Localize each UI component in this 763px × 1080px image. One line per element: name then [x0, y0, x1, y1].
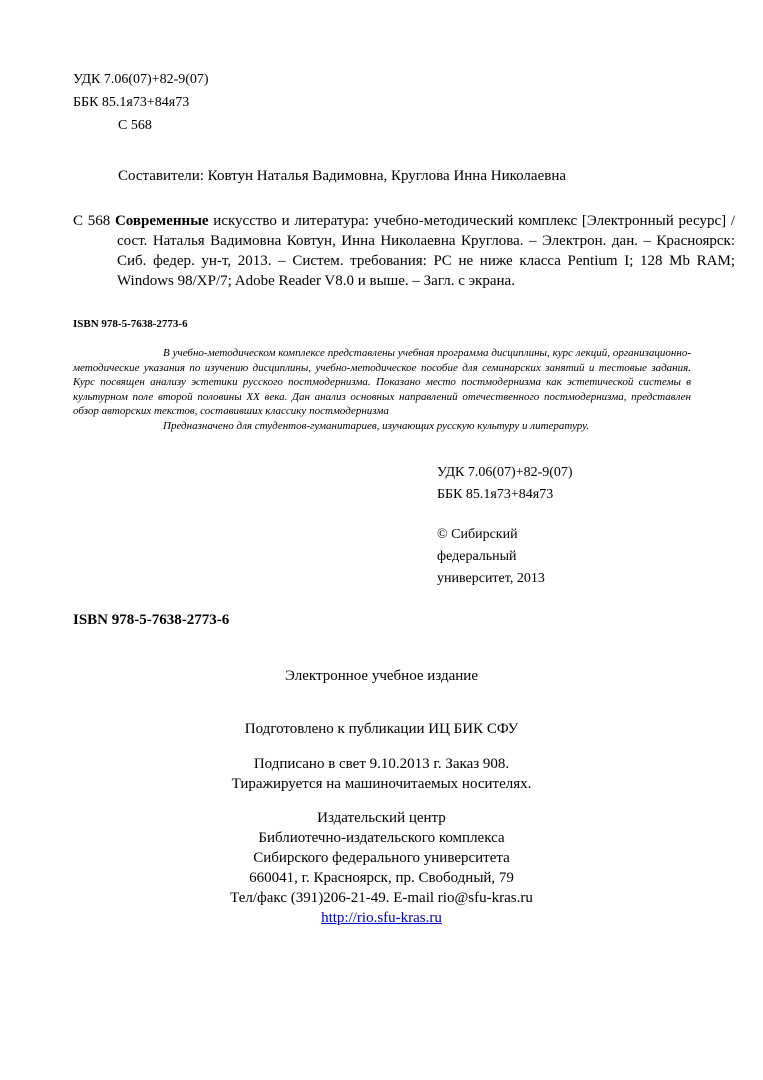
compilers-line: Составители: Ковтун Наталья Вадимовна, Круглова Инна Николаевна	[118, 168, 567, 184]
annotation-purpose: Предназначено для студентов-гуманитариев, изучающих русскую культуру и литературу.	[163, 419, 590, 432]
publisher-contacts: Тел/факс (391)206-21-49. E-mail rio@sfu-kras.ru	[230, 890, 533, 906]
publisher-line-3: Сибирского федерального университета	[253, 850, 510, 866]
bibliographic-record	[73, 211, 735, 291]
publisher-line-1: Издательский центр	[317, 810, 446, 826]
publisher-address: 660041, г. Красноярск, пр. Свободный, 79	[249, 870, 514, 886]
udk-code: УДК 7.06(07)+82-9(07)	[73, 72, 209, 87]
author-mark: С 568	[118, 118, 152, 133]
bib-description: искусство и литература: учебно-методический комплекс [Электронный ресурс] / сост. Наталья Вадимовна Ковтун, Инна Николаевна Круглова. – Электрон. дан. – Красноярск: Сиб. федер. ун-т, 2013. – Систем. требования: PC не ниже класса Pentium I; 128 Mb RAM; Windows 98/XP/7; Adobe Reader V8.0 и выше. – Загл. с экрана.	[117, 213, 735, 289]
publisher-line-2: Библиотечно-издательского комплекса	[258, 830, 505, 846]
copyright-line-2: федеральный	[437, 549, 517, 564]
bib-code: С 568	[73, 213, 115, 229]
replication-info: Тиражируется на машиночитаемых носителях.	[231, 776, 532, 792]
annotation-text: В учебно-методическом комплексе представлены учебная программа дисциплины, курс лекций, организационно-методические указания по изучению дисциплины, учебно-методическое пособие для семинарских занятий и тестовые задания. Курс посвящен анализу эстетики русского постмодернизма. Показано место постмодернизма как эстетической системы в культурном поле второй половины XX века. Дан анализ основных направлений отечественного постмодернизма, представлен обзор авторских текстов, составивших классику постмодернизма	[73, 347, 691, 417]
bbk-code-right: ББК 85.1я73+84я73	[437, 487, 554, 502]
bbk-code: ББК 85.1я73+84я73	[73, 95, 190, 110]
prepared-by: Подготовлено к публикации ИЦ БИК СФУ	[244, 721, 519, 737]
signed-info: Подписано в свет 9.10.2013 г. Заказ 908.	[253, 756, 510, 772]
copyright-line-1: © Сибирский	[437, 527, 518, 542]
copyright-line-3: университет, 2013	[437, 571, 545, 586]
annotation	[73, 346, 691, 433]
bib-title-bold: Современные	[114, 213, 209, 229]
publisher-website-link[interactable]: http://rio.sfu-kras.ru	[321, 910, 442, 926]
edition-type: Электронное учебное издание	[285, 668, 478, 684]
udk-code-right: УДК 7.06(07)+82-9(07)	[437, 465, 573, 480]
isbn-small: ISBN 978-5-7638-2773-6	[73, 318, 188, 330]
isbn-big: ISBN 978-5-7638-2773-6	[73, 612, 230, 628]
